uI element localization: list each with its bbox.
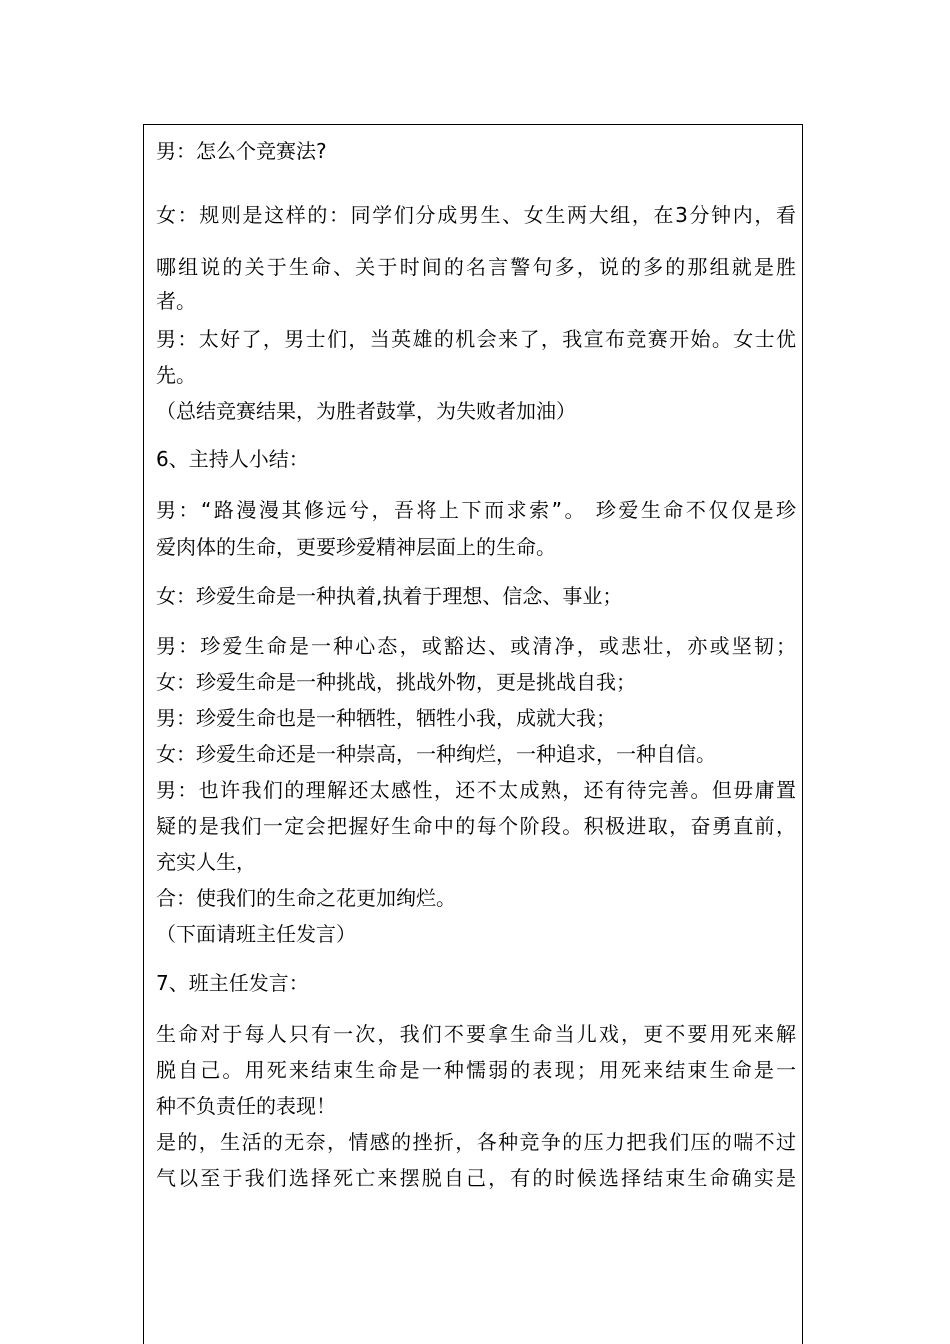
text-line: 气以至于我们选择死亡来摆脱自己，有的时候选择结束生命确实是: [156, 1166, 796, 1190]
document-frame: [143, 124, 803, 1344]
text-line: 女：珍爱生命是一种挑战，挑战外物，更是挑战自我；: [156, 670, 636, 694]
section-heading: 7、班主任发言：: [156, 971, 309, 995]
text-line: 种不负责任的表现！: [156, 1094, 336, 1118]
text-line: 疑的是我们一定会把握好生命中的每个阶段。积极进取，奋勇直前，: [156, 814, 796, 838]
text-line: 女：珍爱生命是一种执着,执着于理想、信念、事业；: [156, 584, 623, 608]
text-line: 脱自己。用死来结束生命是一种懦弱的表现；用死来结束生命是一: [156, 1058, 796, 1082]
text-line: （总结竞赛结果，为胜者鼓掌，为失败者加油）: [156, 399, 576, 423]
text-line: （下面请班主任发言）: [156, 922, 356, 946]
text-line: 者。: [156, 289, 196, 313]
text-line: 爱肉体的生命，更要珍爱精神层面上的生命。: [156, 535, 556, 559]
text-line: 男：“路漫漫其修远兮，吾将上下而求索”。 珍爱生命不仅仅是珍: [156, 498, 796, 522]
text-line: 哪组说的关于生命、关于时间的名言警句多，说的多的那组就是胜: [156, 255, 796, 279]
text-line: 是的，生活的无奈，情感的挫折，各种竞争的压力把我们压的喘不过: [156, 1130, 796, 1154]
text-line: 先。: [156, 363, 196, 387]
text-line: 男：珍爱生命是一种心态，或豁达、或清净，或悲壮，亦或坚韧；: [156, 634, 796, 658]
text-line: 男：怎么个竞赛法?: [156, 139, 327, 163]
text-line: 女：珍爱生命还是一种崇高，一种绚烂，一种追求，一种自信。: [156, 742, 716, 766]
text-line: 男：也许我们的理解还太感性，还不太成熟，还有待完善。但毋庸置: [156, 778, 796, 802]
section-heading: 6、主持人小结：: [156, 447, 309, 471]
text-line: 充实人生，: [156, 850, 256, 874]
text-line: 女：规则是这样的：同学们分成男生、女生两大组，在3分钟内，看: [156, 203, 796, 227]
text-line: 生命对于每人只有一次，我们不要拿生命当儿戏，更不要用死来解: [156, 1022, 796, 1046]
text-line: 男：珍爱生命也是一种牺牲，牺牲小我，成就大我；: [156, 706, 616, 730]
text-line: 男：太好了，男士们，当英雄的机会来了，我宣布竞赛开始。女士优: [156, 327, 796, 351]
text-line: 合：使我们的生命之花更加绚烂。: [156, 886, 456, 910]
